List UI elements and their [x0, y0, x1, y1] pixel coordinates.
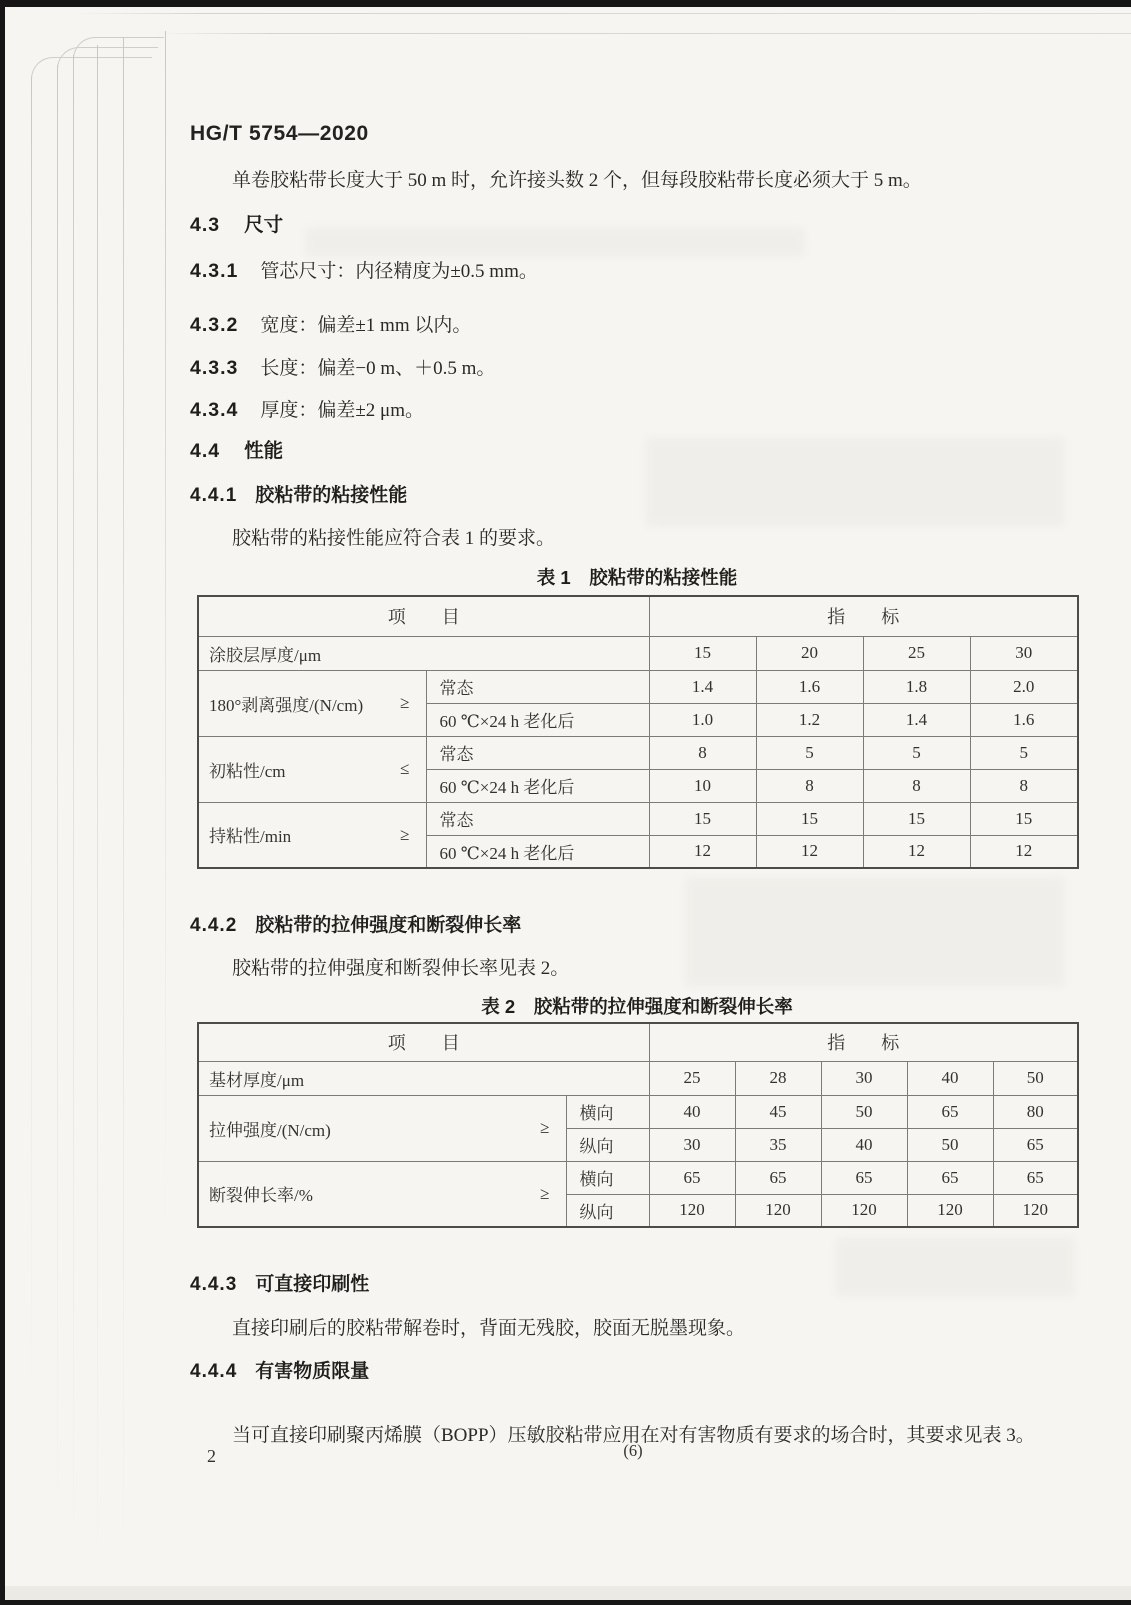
- table2-tensile-elongation: [197, 1022, 1079, 1228]
- section-title: 性能: [244, 440, 284, 462]
- table-header-item: 项 目: [198, 596, 649, 636]
- footer-page-number: 2: [207, 1446, 216, 1466]
- section-number: 4.4: [190, 440, 221, 462]
- table-cell: 65: [735, 1161, 821, 1194]
- table-cell: 12: [756, 835, 863, 868]
- page-corner-curve: [73, 37, 164, 88]
- table-cell: 12: [863, 835, 970, 868]
- section-number: 4.4.1: [190, 485, 238, 506]
- section-number: 4.3: [190, 214, 221, 236]
- table-cell: 8: [756, 769, 863, 802]
- table-cell: 65: [907, 1095, 993, 1128]
- section-heading-4-4: [190, 435, 283, 463]
- page-edge-line: [155, 33, 1131, 34]
- table1-caption: 表 1 胶粘带的粘接性能: [536, 567, 738, 588]
- table-cell: 8: [970, 769, 1078, 802]
- table-row: [198, 636, 1078, 670]
- table-cell: 65: [993, 1128, 1078, 1161]
- ge-symbol: ≥: [400, 824, 410, 844]
- table-cell: 65: [649, 1161, 735, 1194]
- table-cell: 15: [756, 802, 863, 835]
- clause-4-3-4: [190, 395, 424, 422]
- section-title: 尺寸: [244, 214, 284, 236]
- table1-adhesion-performance: [197, 595, 1079, 869]
- table-cell-label: [198, 802, 426, 868]
- table-cell: 65: [821, 1161, 907, 1194]
- section-heading-4-3: [190, 209, 283, 237]
- page-edge-line: [57, 65, 58, 1545]
- table-cell: 1.0: [649, 703, 756, 736]
- paragraph-4-4-1: 胶粘带的粘接性能应符合表 1 的要求。: [232, 528, 556, 549]
- table-cell-direction: 纵向: [566, 1194, 649, 1227]
- table-cell: 40: [649, 1095, 735, 1128]
- table-cell: 30: [649, 1128, 735, 1161]
- section-heading-4-4-4: [190, 1356, 369, 1383]
- section-heading-4-4-3: [190, 1269, 369, 1296]
- bleed-through: [835, 1237, 1075, 1297]
- section-title: 胶粘带的粘接性能: [255, 485, 408, 506]
- table-row: [198, 1023, 1078, 1061]
- table-cell: 50: [993, 1061, 1078, 1095]
- table-cell: 40: [821, 1128, 907, 1161]
- table-cell: 12: [649, 835, 756, 868]
- table-row: [198, 736, 1078, 769]
- table-cell: 1.4: [863, 703, 970, 736]
- table-cell: 25: [649, 1061, 735, 1095]
- section-title: 胶粘带的拉伸强度和断裂伸长率: [255, 915, 522, 936]
- table-cell: 15: [970, 802, 1078, 835]
- page-edge-line: [75, 13, 1131, 14]
- table-cell: 50: [821, 1095, 907, 1128]
- table-cell-direction: 横向: [566, 1161, 649, 1194]
- table-row: [198, 1095, 1078, 1128]
- table-cell: 5: [756, 736, 863, 769]
- table-cell: 1.8: [863, 670, 970, 703]
- clause-text: 管芯尺寸：内径精度为±0.5 mm。: [260, 261, 538, 282]
- table-cell: 1.6: [970, 703, 1078, 736]
- table-cell: 12: [970, 835, 1078, 868]
- table-cell: 65: [993, 1161, 1078, 1194]
- table-cell: 25: [863, 636, 970, 670]
- table-cell: 65: [907, 1161, 993, 1194]
- table-cell-condition: 60 ℃×24 h 老化后: [426, 703, 649, 736]
- section-number: 4.4.3: [190, 1274, 238, 1295]
- section-number: 4.4.2: [190, 915, 238, 936]
- ge-symbol: ≥: [540, 1118, 550, 1137]
- table-cell: 120: [649, 1194, 735, 1227]
- table-cell: 28: [735, 1061, 821, 1095]
- table-cell: 1.2: [756, 703, 863, 736]
- table-cell: 40: [907, 1061, 993, 1095]
- section-heading-4-4-2: [190, 910, 521, 937]
- page-edge-line: [165, 31, 166, 1231]
- clause-4-3-2: [190, 310, 471, 337]
- page-edge-line: [97, 45, 98, 1605]
- table-cell: 30: [970, 636, 1078, 670]
- paragraph-4-4-2: 胶粘带的拉伸强度和断裂伸长率见表 2。: [232, 958, 570, 979]
- table-cell-direction: 纵向: [566, 1128, 649, 1161]
- table-cell: 5: [970, 736, 1078, 769]
- page-edge-line: [31, 77, 32, 1397]
- table-header-index: 指 标: [649, 1023, 1078, 1061]
- table-cell: 120: [993, 1194, 1078, 1227]
- table-cell-condition: 常态: [426, 802, 649, 835]
- table2-caption: 表 2 胶粘带的拉伸强度和断裂伸长率: [481, 996, 793, 1017]
- table-cell: 2.0: [970, 670, 1078, 703]
- scan-bottom-shadow: [5, 1586, 1131, 1600]
- table-cell: 8: [863, 769, 970, 802]
- table-row: [198, 802, 1078, 835]
- clause-number: 4.3.4: [190, 399, 239, 421]
- table-row: [198, 596, 1078, 636]
- table-cell: 1.4: [649, 670, 756, 703]
- table-row: [198, 670, 1078, 703]
- table-cell: 120: [735, 1194, 821, 1227]
- footer-sheet-number: (6): [623, 1441, 643, 1460]
- table-cell: 45: [735, 1095, 821, 1128]
- table-row: [198, 1161, 1078, 1194]
- table-row: [198, 1061, 1078, 1095]
- ge-symbol: ≥: [540, 1183, 550, 1203]
- row-label: 拉伸强度/(N/cm): [209, 1120, 331, 1140]
- table-cell-condition: 常态: [426, 670, 649, 703]
- bleed-through: [685, 877, 1065, 987]
- clause-text: 宽度：偏差±1 mm 以内。: [260, 315, 472, 336]
- table-cell: 1.6: [756, 670, 863, 703]
- table-cell-label: [198, 1161, 566, 1227]
- ge-symbol: ≥: [400, 693, 410, 712]
- clause-number: 4.3.1: [190, 260, 239, 282]
- table-cell: 120: [907, 1194, 993, 1227]
- standard-code: HG/T 5754—2020: [190, 122, 369, 145]
- table-cell: 80: [993, 1095, 1078, 1128]
- clause-text: 长度：偏差−0 m、＋0.5 m。: [260, 358, 496, 379]
- table-header-index: 指 标: [649, 596, 1078, 636]
- paragraph-4-4-3: 直接印刷后的胶粘带解卷时，背面无残胶，胶面无脱墨现象。: [232, 1318, 746, 1339]
- section-title: 可直接印刷性: [255, 1274, 370, 1295]
- row-label: 持粘性/min: [209, 827, 292, 847]
- le-symbol: ≤: [400, 759, 410, 778]
- table-cell: 50: [907, 1128, 993, 1161]
- bleed-through: [305, 227, 805, 257]
- table-cell: 15: [863, 802, 970, 835]
- table-cell-condition: 60 ℃×24 h 老化后: [426, 835, 649, 868]
- section-title: 有害物质限量: [255, 1361, 370, 1382]
- table-cell-label: [198, 670, 426, 736]
- table-header-item: 项 目: [198, 1023, 649, 1061]
- row-label: 180°剥离强度/(N/cm): [209, 695, 364, 715]
- table-cell-label: [198, 736, 426, 802]
- section-heading-4-4-1: [190, 480, 407, 507]
- intro-paragraph: 单卷胶粘带长度大于 50 m 时，允许接头数 2 个，但每段胶粘带长度必须大于 5 m。: [232, 170, 922, 191]
- table-cell-label: 涂胶层厚度/μm: [198, 636, 649, 670]
- clause-number: 4.3.2: [190, 314, 239, 336]
- table-cell: 15: [649, 636, 756, 670]
- page-edge-line: [73, 55, 74, 1585]
- table-cell-label: [198, 1095, 566, 1161]
- clause-text: 厚度：偏差±2 μm。: [260, 400, 425, 421]
- paragraph-4-4-4: 当可直接印刷聚丙烯膜（BOPP）压敏胶粘带应用在对有害物质有要求的场合时，其要求见表 3。: [232, 1425, 1035, 1446]
- table-cell: 10: [649, 769, 756, 802]
- table-cell: 30: [821, 1061, 907, 1095]
- table-cell: 35: [735, 1128, 821, 1161]
- table-cell: 5: [863, 736, 970, 769]
- row-label: 断裂伸长率/%: [209, 1186, 313, 1206]
- bleed-through: [645, 437, 1065, 527]
- table-cell-condition: 常态: [426, 736, 649, 769]
- section-number: 4.4.4: [190, 1361, 238, 1382]
- table-cell: 8: [649, 736, 756, 769]
- row-label: 初粘性/cm: [209, 761, 286, 781]
- page-edge-line: [123, 37, 124, 1597]
- table-cell-label: 基材厚度/μm: [198, 1061, 649, 1095]
- clause-4-3-1: [190, 256, 538, 283]
- clause-number: 4.3.3: [190, 357, 239, 379]
- table-cell: 20: [756, 636, 863, 670]
- clause-4-3-3: [190, 353, 495, 380]
- table-cell-condition: 60 ℃×24 h 老化后: [426, 769, 649, 802]
- table-cell: 120: [821, 1194, 907, 1227]
- table-cell: 15: [649, 802, 756, 835]
- table-cell-direction: 横向: [566, 1095, 649, 1128]
